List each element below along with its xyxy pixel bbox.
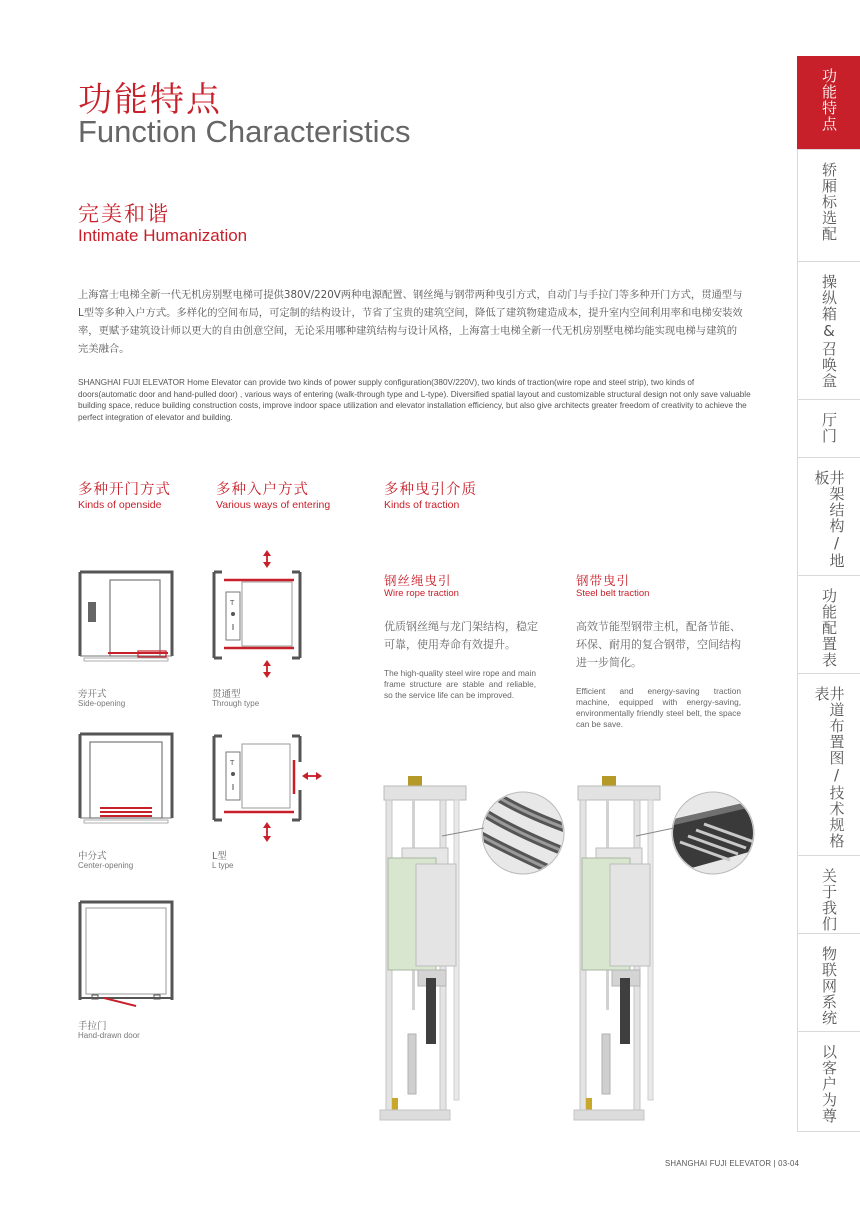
sidebar-item-config[interactable] <box>797 576 860 674</box>
page-title-cn: 功能特点 <box>78 80 222 120</box>
section-title-cn: 完美和谐 <box>78 202 170 226</box>
intro-paragraph-en: SHANGHAI FUJI ELEVATOR Home Elevator can provide two kinds of power supply configuration(380V/220V), two kinds of traction(wire rope and steel strip), two kinds of doors(automatic door and hand-pulled door) , various ways of entering (walk-through type and L-type). Diversified spatial layout and customizable structural design not only save valuable building space, reduce building construction costs, improve indoor space utilization and elevator installation efficiency, but also give architects greater freedom of creativity to achieve the perfect integration of elevator and building. <box>78 378 751 422</box>
svg-text:T: T <box>230 599 235 607</box>
sidebar-item-frame[interactable] <box>797 458 860 576</box>
center-opening-label-en: Center-opening <box>78 861 134 870</box>
steel-belt-desc-en: Efficient and energy-saving traction machine, equipped with energy-saving, environmentally friendly steel belt, the space can be save. <box>576 686 741 729</box>
sidebar-item-landing-door[interactable] <box>797 400 860 458</box>
side-opening-label-en: Side-opening <box>78 699 126 708</box>
wire-rope-pointer <box>440 826 486 838</box>
openside-heading-cn: 多种开门方式 <box>78 482 171 498</box>
l-type-label-en: L type <box>212 861 234 870</box>
sidebar-item-cop[interactable] <box>797 262 860 400</box>
entering-heading-cn: 多种入户方式 <box>216 482 309 498</box>
sidebar-item-iot[interactable] <box>797 934 860 1032</box>
sidebar <box>797 56 860 1132</box>
wire-rope-heading-en: Wire rope traction <box>384 588 459 599</box>
steel-belt-heading-en: Steel belt traction <box>576 588 650 599</box>
page-footer: SHANGHAI FUJI ELEVATOR | 03-04 <box>665 1159 800 1168</box>
center-opening-diagram <box>78 732 174 836</box>
hand-drawn-door-label-cn: 手拉门 <box>78 1021 107 1032</box>
l-type-label-cn: L型 <box>212 851 227 862</box>
sidebar-item-about[interactable] <box>797 856 860 934</box>
steel-belt-desc-cn: 高效节能型钢带主机，配备节能、环保、耐用的复合钢带，空间结构进一步简化。 <box>576 620 741 669</box>
sidebar-item-label: 轿厢标选配 <box>820 162 838 242</box>
steel-belt-pointer <box>634 826 676 838</box>
wire-rope-heading-cn: 钢丝绳曳引 <box>384 573 452 588</box>
wire-rope-desc-en: The high-quality steel wire rope and main frame structure are stable and reliable, so the service life can be improved. <box>384 668 536 700</box>
hand-drawn-door-diagram <box>78 900 174 1010</box>
sidebar-item-customer[interactable] <box>797 1032 860 1132</box>
sidebar-item-label: 物联网系统 <box>820 946 838 1026</box>
wire-rope-icon <box>480 790 566 876</box>
through-type-label-cn: 贯通型 <box>212 689 241 700</box>
traction-heading-cn: 多种曳引介质 <box>384 482 477 498</box>
entering-heading-en: Various ways of entering <box>216 499 331 511</box>
sidebar-item-car[interactable] <box>797 150 860 262</box>
intro-paragraph-cn: 上海富士电梯全新一代无机房别墅电梯可提供380V/220V两种电源配置、钢丝绳与钢带两种曳引方式，自动门与手拉门等多种开门方式，贯通型与L型等多种入户方式。多样化的空间布局，可定制的结构设计，节省了宝贵的建筑空间，降低了建筑物建造成本，提升室内空间利用率和电梯安装效率，更赋予建筑设计师以更大的自由创意空间，无论采用哪种建筑结构与设计风格，上海富士电梯全新一代无机房别墅电梯均能实现电梯与建筑的完美融合。 <box>78 289 743 355</box>
traction-heading-en: Kinds of traction <box>384 499 460 511</box>
page-title-en: Function Characteristics <box>78 114 411 149</box>
sidebar-item-label: 功能特点 <box>820 68 838 132</box>
through-type-diagram <box>210 550 314 678</box>
sidebar-item-specs[interactable] <box>797 674 860 856</box>
l-type-diagram <box>210 732 322 844</box>
openside-heading-en: Kinds of openside <box>78 499 162 511</box>
sidebar-item-label: 厅门 <box>820 412 838 444</box>
sidebar-item-label: 操纵箱&召唤盒 <box>820 274 838 389</box>
side-opening-diagram <box>78 570 174 674</box>
sidebar-item-function[interactable] <box>797 56 860 150</box>
steel-belt-heading-cn: 钢带曳引 <box>576 573 631 588</box>
steel-belt-icon <box>670 790 756 876</box>
sidebar-item-label: 井架结构/地板 <box>812 470 846 569</box>
center-opening-label-cn: 中分式 <box>78 851 107 862</box>
sidebar-item-label: 功能配置表 <box>820 588 838 668</box>
sidebar-item-label: 关于我们 <box>820 868 838 932</box>
hand-drawn-door-label-en: Hand-drawn door <box>78 1031 140 1040</box>
sidebar-item-label: 以客户为尊 <box>820 1044 838 1124</box>
svg-text:T: T <box>230 759 235 767</box>
side-opening-label-cn: 旁开式 <box>78 689 107 700</box>
sidebar-item-label: 井道布置图/技术规格表 <box>812 686 846 849</box>
section-title-en: Intimate Humanization <box>78 226 248 245</box>
wire-rope-desc-cn: 优质钢丝绳与龙门架结构，稳定可靠，使用寿命有效提升。 <box>384 620 538 651</box>
through-type-label-en: Through type <box>212 699 260 708</box>
